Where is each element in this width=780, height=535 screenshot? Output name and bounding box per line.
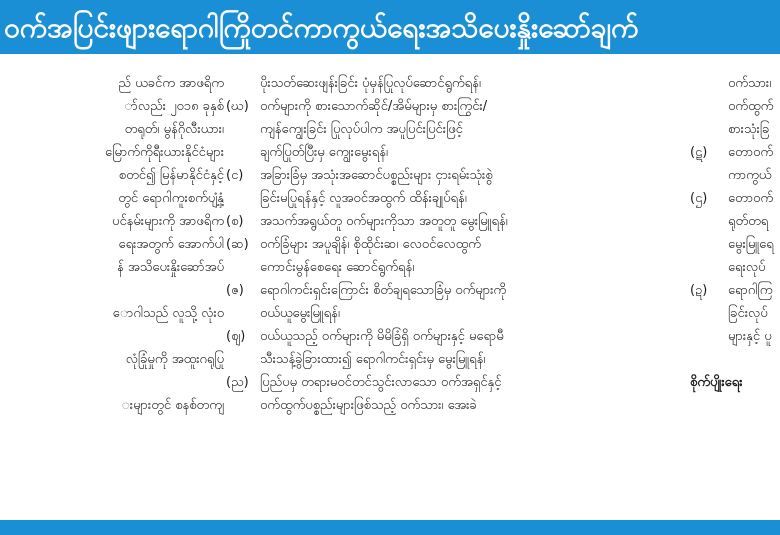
column-left [0,72,236,417]
text-line: ပြည်ပမှ တရားမဝင်တင်သွင်းလာသော ဝက်အရှင်နှင့် [260,375,502,390]
list-item [690,187,780,279]
text-line: ချက်ပြုတ်ပြီးမှ ကျွေးမွေးရန်၊ [260,145,388,160]
text-line: ပိုးသတ်ဆေးဖျန်းခြင်း ပုံမှန်ပြုလုပ်ဆောင်ရွက်ရန်၊ [260,76,481,91]
text-line: ရေးအတွက် အောက်ပါ [118,237,224,252]
text-line: ောဂါသည် လူသို့ လုံးဝ [112,306,224,321]
text-line: ဝက်သား၊ [728,76,772,91]
text-line: န် အသိပေးနှိုးဆော်အပ် [117,260,224,275]
text-line: ည် ယခင်က အာဖရိက [118,76,224,91]
text-line: တွင် ရောဂါကူးစက်ပျံ့နှံ့ [118,191,224,206]
text-line: ရောဂါကြ [728,283,773,298]
item-number: (ဌ) [690,191,708,206]
text-line: စားသုံးခြ [728,122,770,137]
item-number: (ဇ) [226,283,244,298]
banner-rule [0,54,780,60]
text-line: ရောဂါကင်းရှင်းကြောင်း စိတ်ချရသောခြံမှ ဝက်များကို [260,283,507,298]
text-line: တရုတ်၊ မွန်ဂိုလီးယား၊ [124,122,224,137]
list-item [690,141,780,187]
item-number: (ဍ) [690,283,708,298]
text-line: ဝယ်ယူမွေးမြူရန်၊ [260,306,340,321]
text-line: ကာကွယ် [728,168,772,183]
item-number: (င) [226,168,244,183]
text-line: မြောက်ကိုရီးယားနိုင်ငံများ [104,145,224,160]
item-number: (ဋ) [690,145,708,160]
text-line: အသက်အရွယ်တူ ဝက်များကိုသာ အတူတူ မွေးမြူရန်၊ [260,214,508,229]
text-line: ဝက်ခြံများ အပူချိန်၊ စိုထိုင်းဆ၊ လေဝင်လေထွက် [260,237,481,252]
footer-text: စိုက်ပျိုးရေး [690,375,743,390]
text-line: တောဝက် [728,191,774,206]
text-line: းများတွင် စနစ်တကျ [121,398,224,413]
text-line: ရုတ်တရ [728,214,769,229]
text-line: ပင်နမ်းများကို အာဖရိက [112,214,224,229]
text-line: ဝက်ထွက်ပစ္စည်းများဖြစ်သည့် ဝက်သား၊ အေးခဲ [260,398,477,413]
text-line: အခြားခြံမှ အသုံးအဆောင်ပစ္စည်းများ ငှားရမ်းသုံးစွဲ [260,168,493,183]
list-item [226,371,726,417]
text-line: လုံခြုံမှုကို အထူးဂရုပြု [125,352,224,367]
text-line: ခြင်းလုပ် [728,306,768,321]
text-line: စတင်၍ မြန်မာနိုင်ငံနှင့် [118,168,224,183]
bottom-rule [0,520,780,535]
text-line: ဝက်များကို စားသောက်ဆိုင်/အိမ်များမှ စားကြွင်း/ [260,99,488,114]
item-number: (ဈ) [226,329,246,344]
text-line: ဝယ်ယူသည့် ဝက်များကို မိမိခြံရှိ ဝက်များနှင့် မရောမီ [260,329,504,344]
list-item [226,95,726,164]
column-center [226,72,726,417]
text-line: ာ်လည်း ၂၀၁၈ ခုနှစ် [124,99,224,114]
text-line: ရေးလုပ် [728,260,766,275]
list-item [226,164,726,210]
text-line: ကျန်ကျွေးခြင်း ပြုလုပ်ပါက အပူပြင်းပြင်းဖြင့် [260,122,463,137]
column-right [690,72,780,394]
list-item [226,72,726,95]
item-number: (စ) [226,214,244,229]
text-line: မွေးမြူရေ [728,237,774,252]
text-line: တောဝက် [728,145,774,160]
title-banner [0,0,780,60]
text-line: ကောင်းမွန်စေရေး ဆောင်ရွက်ရန်၊ [260,260,415,275]
text-line: များနှင့် ပူ [728,329,772,344]
text-line: သီးသန့်ခွဲခြားထား၍ ရောဂါကင်းရှင်းမှ မွေးမြူရန်၊ [260,352,486,367]
text-line: ဝက်ထွက် [728,99,774,114]
list-item [226,210,726,233]
list-item [226,279,726,325]
list-item [226,325,726,371]
list-item [226,233,726,279]
text-line: ခြင်းမပြုရန်နှင့် လူအဝင်အထွက် ထိန်းချုပ်ရန်၊ [260,191,467,206]
item-number: (ည) [226,375,249,390]
item-number: (ဆ) [226,237,249,252]
list-item [690,279,780,348]
item-number: (ဃ) [226,99,249,114]
page-title: ဝက်အပြင်းဖျားရောဂါကြိုတင်ကာကွယ်ရေးအသိပေးနှိုးဆော်ချက် [4,11,639,44]
